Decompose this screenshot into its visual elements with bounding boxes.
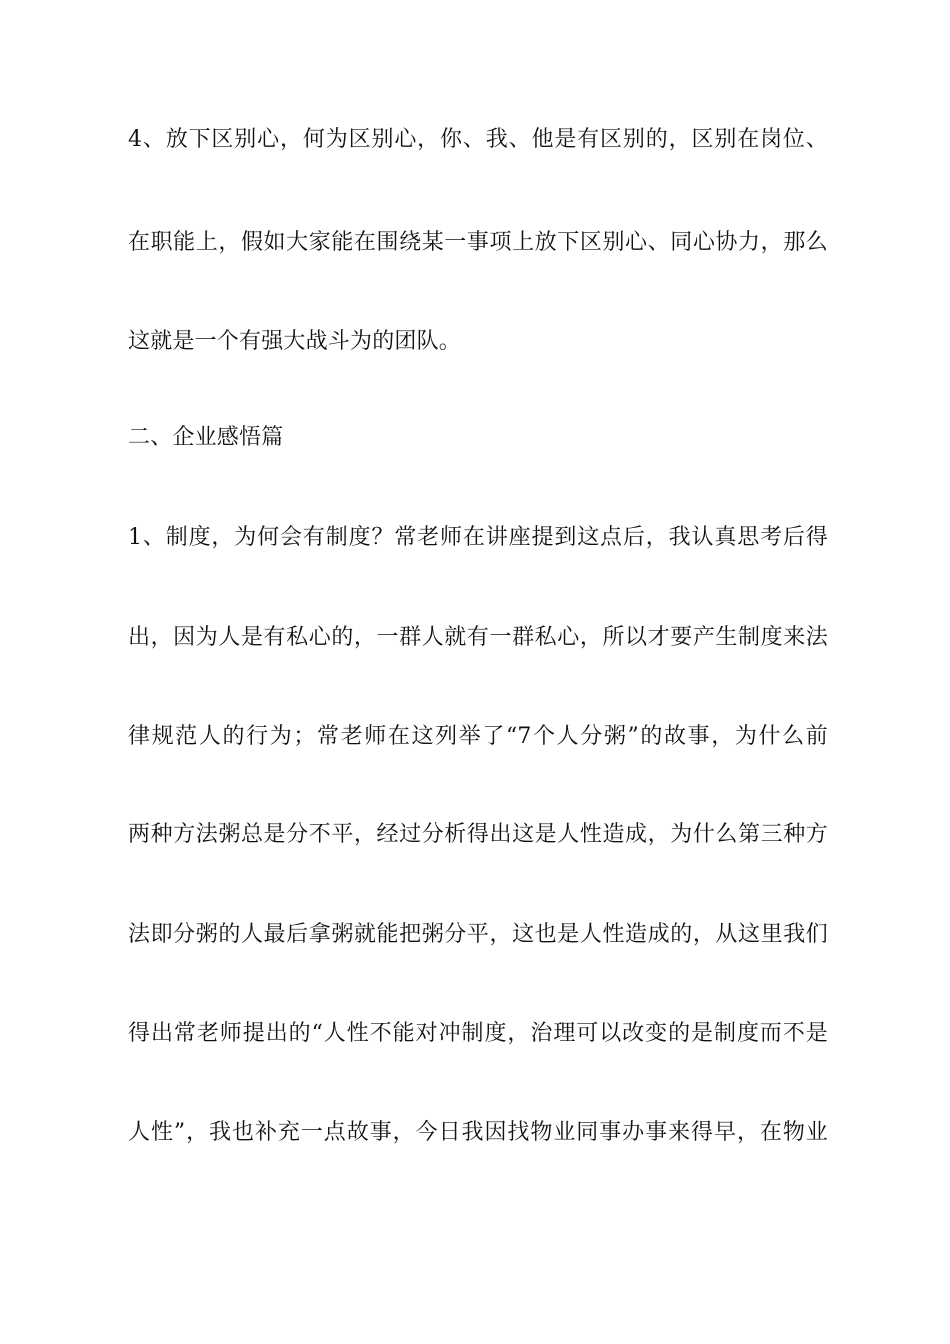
paragraph-1-line-5: 法即分粥的人最后拿粥就能把粥分平，这也是人性造成的，从这里我们 (128, 922, 828, 947)
paragraph-4-line-2: 在职能上，假如大家能在围绕某一事项上放下区别心、同心协力，那么 (128, 230, 828, 255)
paragraph-1-line-6: 得出常老师提出的“人性不能对冲制度，治理可以改变的是制度而不是 (128, 1021, 828, 1046)
paragraph-4-line-1: 4、放下区别心，何为区别心，你、我、他是有区别的，区别在岗位、 (128, 127, 828, 152)
paragraph-1-line-4: 两种方法粥总是分不平，经过分析得出这是人性造成，为什么第三种方 (128, 822, 828, 847)
paragraph-1-line-3: 律规范人的行为；常老师在这列举了“7个人分粥”的故事，为什么前 (128, 724, 828, 749)
paragraph-4-line-3: 这就是一个有强大战斗为的团队。 (128, 329, 462, 354)
section-heading: 二、企业感悟篇 (128, 425, 284, 450)
paragraph-1-line-7: 人性”，我也补充一点故事，今日我因找物业同事办事来得早，在物业 (128, 1120, 828, 1145)
paragraph-1-line-1: 1、制度，为何会有制度？常老师在讲座提到这点后，我认真思考后得 (128, 525, 828, 550)
paragraph-1-line-2: 出，因为人是有私心的，一群人就有一群私心，所以才要产生制度来法 (128, 625, 828, 650)
